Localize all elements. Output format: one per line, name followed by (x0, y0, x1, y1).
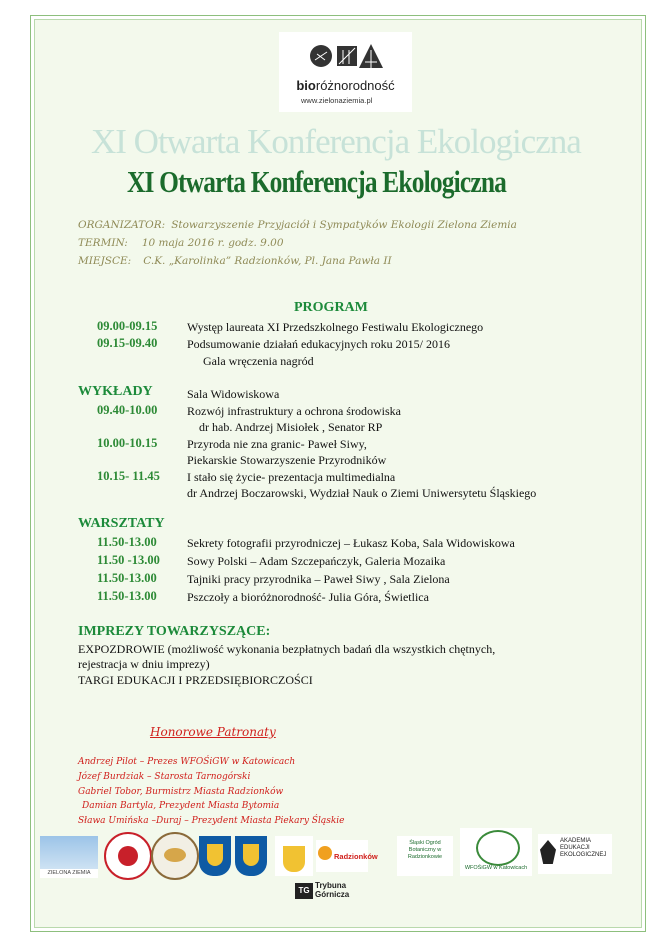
lecture-1-title: Rozwój infrastruktury a ochrona środowiska (187, 404, 401, 418)
workshop-time-2: 11.50 -13.00 (97, 553, 160, 567)
program-heading: PROGRAM (294, 300, 368, 315)
place-line: MIEJSCE: C.K. „Karolinka” Radzionków, Pl. Jana Pawła II (78, 255, 392, 267)
conference-title: XI Otwarta Konferencja Ekologiczna (127, 164, 507, 199)
logo-wordmark: bioróżnorodność (296, 78, 395, 93)
workshop-time-4: 11.50-13.00 (97, 589, 157, 603)
program-item-1: Występ laureata XI Przedszkolnego Festiwalu Ekologicznego (187, 320, 484, 334)
patron-4: Damian Bartyla, Prezydent Miasta Bytomia (82, 801, 280, 811)
term-line: TERMIN: 10 maja 2016 r. godz. 9.00 (78, 237, 284, 249)
red-cross-emblem-icon (104, 832, 152, 880)
workshop-3: Tajniki pracy przyrodnika – Paweł Siwy , Sala Zielona (187, 572, 450, 586)
coat-of-arms-3-icon (275, 836, 313, 876)
patron-1: Andrzej Pilot – Prezes WFOŚiGW w Katowicach (78, 757, 296, 767)
workshop-time-1: 11.50-13.00 (97, 535, 157, 549)
workshops-heading: WARSZTATY (78, 516, 165, 531)
botanic-garden-logo: Śląski Ogród Botaniczny w Radzionkowie (397, 836, 453, 876)
ghost-title: XI Otwarta Konferencja Ekologiczna (91, 122, 581, 161)
patron-2: Józef Burdziak – Starosta Tarnogórski (78, 772, 251, 782)
wfos-logo: WFOŚiGW w Katowicach (460, 828, 532, 876)
lecture-3-title: I stało się życie- prezentacja multimedialna (187, 470, 396, 484)
trybuna-gornicza-logo: TG Trybuna Górnicza (295, 881, 367, 903)
workshop-2: Sowy Polski – Adam Szczepańczyk, Galeria Mozaika (187, 554, 446, 568)
events-line-3: TARGI EDUKACJI I PRZEDSIĘBIORCZOŚCI (78, 673, 313, 687)
events-heading: IMPREZY TOWARZYSZĄCE: (78, 624, 271, 639)
patron-3: Gabriel Tobor, Burmistrz Miasta Radzionków (78, 787, 284, 797)
coat-of-arms-2-icon (235, 836, 267, 876)
program-time-2: 09.15-09.40 (97, 336, 158, 350)
patronage-heading: Honorowe Patronaty (150, 725, 276, 739)
program-item-2b: Gala wręczenia nagród (203, 354, 314, 368)
lecture-time-1: 09.40-10.00 (97, 403, 158, 417)
workshop-4: Pszczoły a bioróżnorodność- Julia Góra, Świetlica (187, 590, 429, 604)
lecture-2-title: Przyroda nie zna granic- Paweł Siwy, (187, 437, 367, 451)
academy-logo: AKADEMIA EDUKACJI EKOLOGICZNEJ (538, 834, 612, 874)
coat-of-arms-1-icon (199, 836, 231, 876)
zielona-ziemia-logo: ZIELONA ZIEMIA (40, 836, 98, 878)
biodiversity-logo (279, 32, 412, 112)
patron-5: Sława Umińska –Duraj – Prezydent Miasta Piekary Śląskie (78, 816, 345, 826)
radzionkow-logo: Radzionków (316, 840, 368, 872)
lectures-venue: Sala Widowiskowa (187, 387, 280, 401)
lecture-time-2: 10.00-10.15 (97, 436, 158, 450)
organizer-line: ORGANIZATOR: Stowarzyszenie Przyjaciół i Sympatyków Ekologii Zielona Ziemia (78, 219, 517, 231)
lecture-1-speaker: dr hab. Andrzej Misiołek , Senator RP (199, 420, 383, 434)
logo-url: www.zielonaziemia.pl (301, 96, 373, 105)
lecture-time-3: 10.15- 11.45 (97, 469, 160, 483)
lectures-heading: WYKŁADY (78, 384, 153, 399)
lecture-2-speaker: Piekarskie Stowarzyszenie Przyrodników (187, 453, 387, 467)
program-item-2: Podsumowanie działań edukacyjnych roku 2015/ 2016 (187, 337, 450, 351)
bee-emblem-icon (151, 832, 199, 880)
leaf-shapes-icon (309, 42, 384, 70)
events-line-2: rejestracja w dniu imprezy) (78, 657, 210, 671)
workshop-1: Sekrety fotografii przyrodniczej – Łukasz Koba, Sala Widowiskowa (187, 536, 515, 550)
events-line-1: EXPOZDROWIE (możliwość wykonania bezpłatnych badań dla wszystkich chętnych, (78, 642, 496, 656)
lecture-3-speaker: dr Andrzej Boczarowski, Wydział Nauk o Ziemi Uniwersytetu Śląskiego (187, 486, 537, 500)
program-time-1: 09.00-09.15 (97, 319, 158, 333)
workshop-time-3: 11.50-13.00 (97, 571, 157, 585)
